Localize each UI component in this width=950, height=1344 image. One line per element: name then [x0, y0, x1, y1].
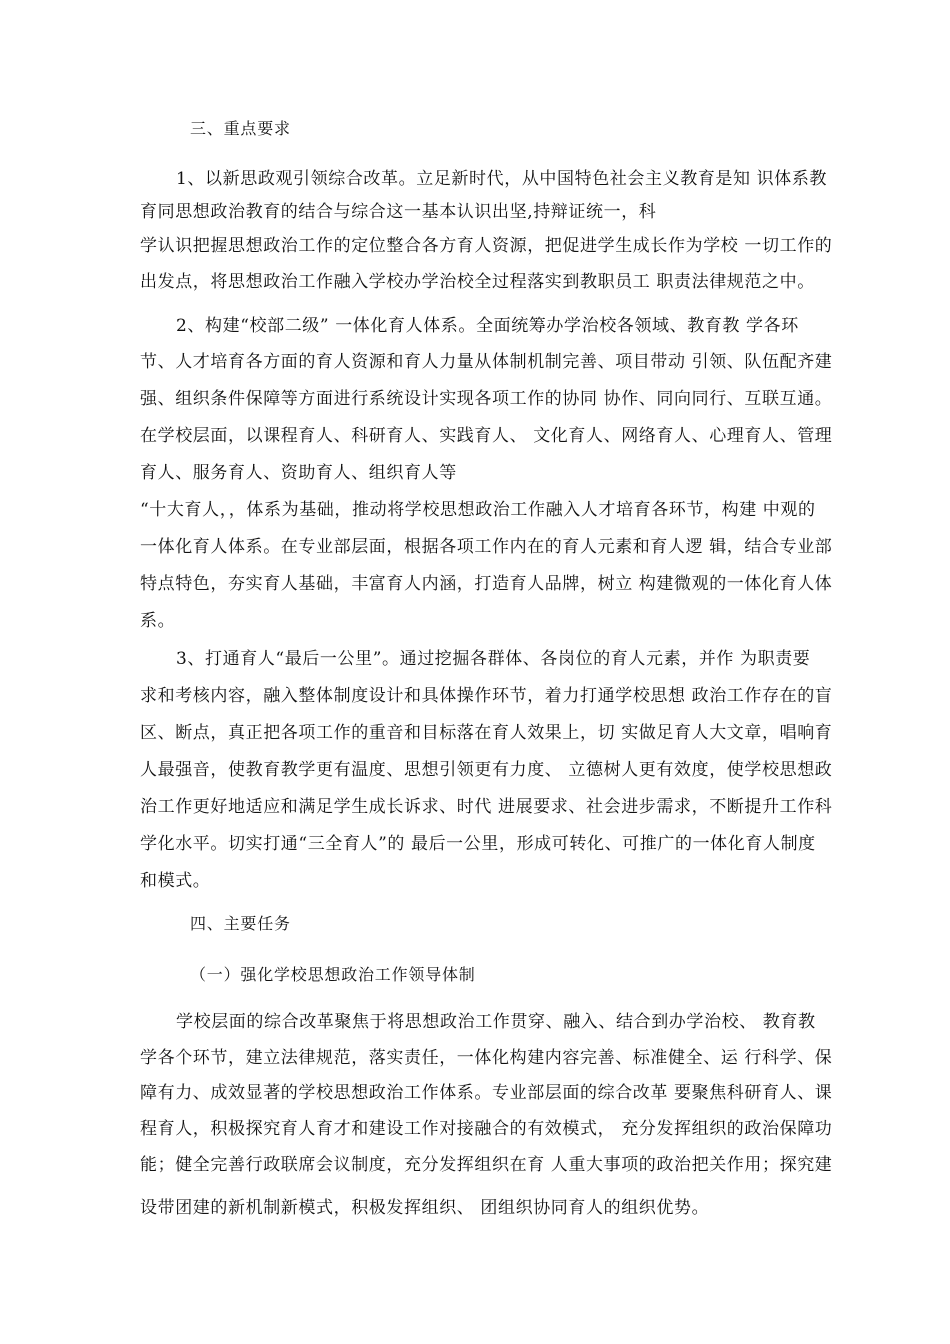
- paragraph-line: 3、打通育人“最后一公里”。通过挖掘各群体、各岗位的育人元素，并作 为职责要: [176, 649, 811, 669]
- paragraph-line: 学化水平。切实打通“三全育人”的 最后一公里，形成可转化、可推广的一体化育人制度: [140, 834, 816, 854]
- paragraph-line: 强、组织条件保障等方面进行系统设计实现各项工作的协同 协作、同向同行、互联互通。: [140, 389, 833, 409]
- paragraph-line: 治工作更好地适应和满足学生成长诉求、时代 进展要求、社会进步需求，不断提升工作科: [140, 797, 833, 817]
- section-heading-main-tasks: 四、主要任务: [190, 914, 291, 933]
- paragraph-line: 特点特色，夯实育人基础，丰富育人内涵，打造育人品牌，树立 构建微观的一体化育人体: [140, 574, 833, 594]
- paragraph-line: 学各个环节，建立法律规范，落实责任，一体化构建内容完善、标准健全、运 行科学、保: [140, 1048, 833, 1068]
- section-heading-key-requirements: 三、重点要求: [190, 119, 291, 138]
- paragraph-line: 程育人，积极探究育人育才和建设工作对接融合的有效模式， 充分发挥组织的政治保障功: [140, 1119, 833, 1139]
- paragraph-line: 学认识把握思想政治工作的定位整合各方育人资源，把促进学生成长作为学校 一切工作的: [140, 236, 833, 256]
- paragraph-line: 障有力、成效显著的学校思想政治工作体系。专业部层面的综合改革 要聚焦科研育人、课: [140, 1083, 833, 1103]
- paragraph-line: “十大育人，，体系为基础，推动将学校思想政治工作融入人才培育各环节，构建 中观的: [140, 500, 816, 520]
- paragraph-line: 系。: [140, 611, 176, 631]
- paragraph-line: 能；健全完善行政联席会议制度，充分发挥组织在育 人重大事项的政治把关作用；探究建: [140, 1155, 833, 1175]
- paragraph-line: 在学校层面，以课程育人、科研育人、实践育人、 文化育人、网络育人、心理育人、管理: [140, 426, 833, 446]
- paragraph-line: 求和考核内容，融入整体制度设计和具体操作环节，着力打通学校思想 政治工作存在的盲: [140, 686, 833, 706]
- paragraph-line: 一体化育人体系。在专业部层面，根据各项工作内在的育人元素和育人逻 辑，结合专业部: [140, 537, 833, 557]
- paragraph-line: 区、断点，真正把各项工作的重音和目标落在育人效果上，切 实做足育人大文章，唱响育: [140, 723, 833, 743]
- paragraph-line: 1、以新思政观引领综合改革。立足新时代，从中国特色社会主义教育是知 识体系教: [176, 169, 828, 189]
- paragraph-line: 2、构建“校部二级” 一体化育人体系。全面统筹办学治校各领域、教育教 学各环: [176, 316, 799, 336]
- paragraph-line: 育人、服务育人、资助育人、组织育人等: [140, 463, 457, 483]
- paragraph-line: 出发点，将思想政治工作融入学校办学治校全过程落实到教职员工 职责法律规范之中。: [140, 272, 815, 292]
- paragraph-line: 和模式。: [140, 871, 211, 891]
- subsection-heading-leadership: （一）强化学校思想政治工作领导体制: [190, 965, 476, 984]
- paragraph-line: 育同思想政治教育的结合与综合这一基本认识出坚,持辩证统一，科: [140, 202, 657, 222]
- paragraph-line: 节、人才培育各方面的育人资源和育人力量从体制机制完善、项目带动 引领、队伍配齐建: [140, 352, 833, 372]
- paragraph-line: 设带团建的新机制新模式，积极发挥组织、 团组织协同育人的组织优势。: [140, 1198, 710, 1218]
- paragraph-line: 学校层面的综合改革聚焦于将思想政治工作贯穿、融入、结合到办学治校、 教育教: [176, 1012, 816, 1032]
- paragraph-line: 人最强音，使教育教学更有温度、思想引领更有力度、 立德树人更有效度，使学校思想政: [140, 760, 833, 780]
